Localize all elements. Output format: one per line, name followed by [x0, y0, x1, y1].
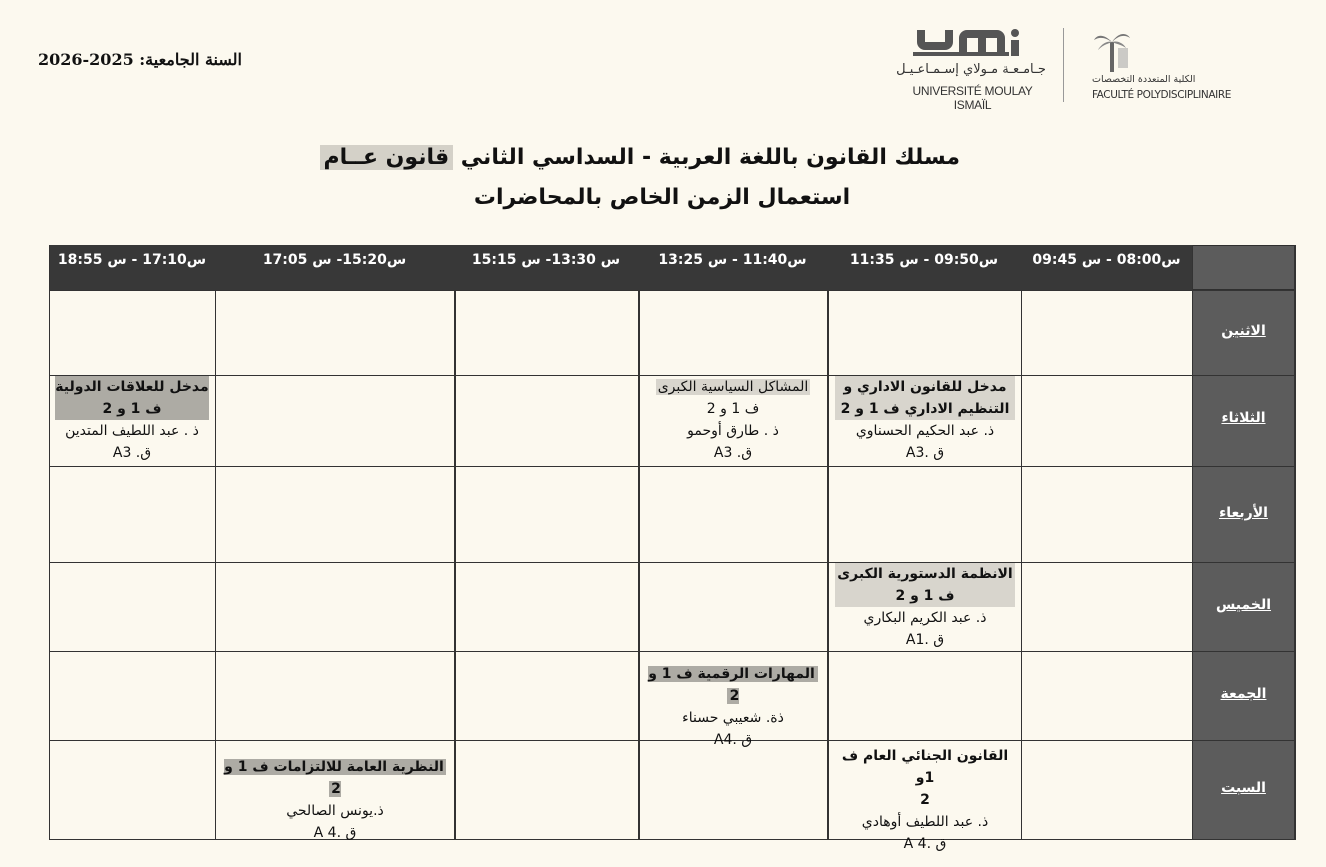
session-teacher: ذ. عبد اللطيف أوهادي [861, 814, 989, 830]
grid-line [49, 245, 50, 840]
session-thursday-slot2 [835, 563, 1015, 651]
session-tuesday-slot3 [645, 376, 821, 464]
time-slot-5: س15:20- س 17:05 [262, 252, 407, 268]
session-group: 2 [920, 792, 930, 808]
palm-tree-icon [1092, 28, 1132, 74]
program-title [300, 145, 960, 170]
grid-line [49, 290, 1295, 291]
university-name-ar: جـامـعـة مـولاي إسـمـاعـيـل [896, 62, 1046, 77]
day-monday: الاثنين [1221, 323, 1266, 339]
grid-line [49, 651, 1295, 652]
time-slot-2: س09:50 - س 11:35 [849, 252, 999, 268]
faculty-name-fr: FACULTÉ POLYDISCIPLINAIRE [1092, 89, 1231, 101]
program-title-main: مسلك القانون باللغة العربية - السداسي الثاني [460, 145, 960, 170]
day-column [1192, 290, 1295, 840]
academic-year: السنة الجامعية: 2025-2026 [38, 50, 242, 69]
program-title-highlight: قانون عــام [320, 145, 454, 170]
session-room: ق. A3 [713, 445, 753, 461]
session-tuesday-slot6 [55, 376, 209, 464]
university-logo [895, 26, 1050, 112]
session-subject: النظرية العامة للالتزامات ف 1 و 2 [224, 759, 444, 797]
session-group: ف 1 و 2 [706, 401, 760, 417]
session-room: ق .4 A [903, 836, 947, 852]
schedule-title: استعمال الزمن الخاص بالمحاضرات [473, 185, 851, 210]
session-teacher: ذ. عبد الحكيم الحسناوي [855, 423, 995, 439]
header-corner [1192, 245, 1295, 290]
session-subject: الانظمة الدستورية الكبرى [835, 563, 1015, 585]
faculty-name-ar: الكلية المتعددة التخصصات [1092, 74, 1196, 85]
session-teacher: ذ . طارق أوحمو [687, 423, 779, 439]
grid-line [1192, 245, 1193, 840]
session-teacher: ذ. عبد الكريم البكاري [863, 610, 987, 626]
session-room: ق .A1 [905, 632, 945, 648]
session-group: ف 1 و 2 [835, 585, 1015, 607]
session-teacher: ذ.يونس الصالحي [286, 803, 384, 819]
university-name-fr: UNIVERSITÉ MOULAY ISMAÏL [912, 84, 1033, 112]
grid-line [827, 290, 829, 840]
session-room: ق .A3 [905, 445, 945, 461]
time-slot-6: س17:10 - س 18:55 [57, 252, 207, 268]
grid-line [49, 562, 1295, 563]
grid-line [638, 290, 640, 840]
session-subject: مدخل للقانون الاداري و التنظيم الاداري ف 1 و 2 [835, 376, 1015, 420]
grid-line [49, 466, 1295, 467]
time-slot-3: س11:40 - س 13:25 [658, 252, 807, 268]
session-teacher: ذ . عبد اللطيف المتدين [65, 423, 199, 439]
grid-line [454, 290, 456, 840]
time-slot-1: س08:00 - س 09:45 [1032, 252, 1181, 268]
session-tuesday-slot2 [835, 376, 1015, 464]
session-subject: مدخل للعلاقات الدولية [55, 376, 209, 398]
session-subject: المشاكل السياسية الكبرى [657, 379, 809, 395]
day-wednesday: الأربعاء [1219, 505, 1268, 521]
session-subject: القانون الجنائي العام ف 1و [841, 748, 1009, 786]
timetable [49, 245, 1295, 852]
session-subject: المهارات الرقمية ف 1 و 2 [648, 666, 818, 704]
day-thursday: الخميس [1215, 597, 1272, 613]
session-room: ق .A4 [713, 732, 753, 748]
session-room: ق. A3 [112, 445, 152, 461]
session-saturday-slot2 [835, 745, 1015, 855]
grid-line [1021, 290, 1022, 840]
logo-divider [1063, 28, 1064, 102]
day-saturday: السبت [1221, 780, 1266, 796]
session-room: ق .4 A [313, 825, 357, 841]
day-tuesday: الثلاثاء [1221, 410, 1266, 426]
session-friday-slot3 [645, 663, 821, 751]
session-group: ف 1 و 2 [55, 398, 209, 420]
faculty-logo [1080, 26, 1231, 106]
grid-line [1294, 245, 1296, 840]
session-teacher: ذة. شعيبي حسناء [682, 710, 784, 726]
umi-logo-icon [913, 28, 1033, 58]
grid-line [215, 290, 216, 840]
time-slot-4: س 13:30- س 15:15 [471, 252, 621, 268]
day-friday: الجمعة [1220, 686, 1267, 702]
session-saturday-slot5 [221, 756, 449, 844]
